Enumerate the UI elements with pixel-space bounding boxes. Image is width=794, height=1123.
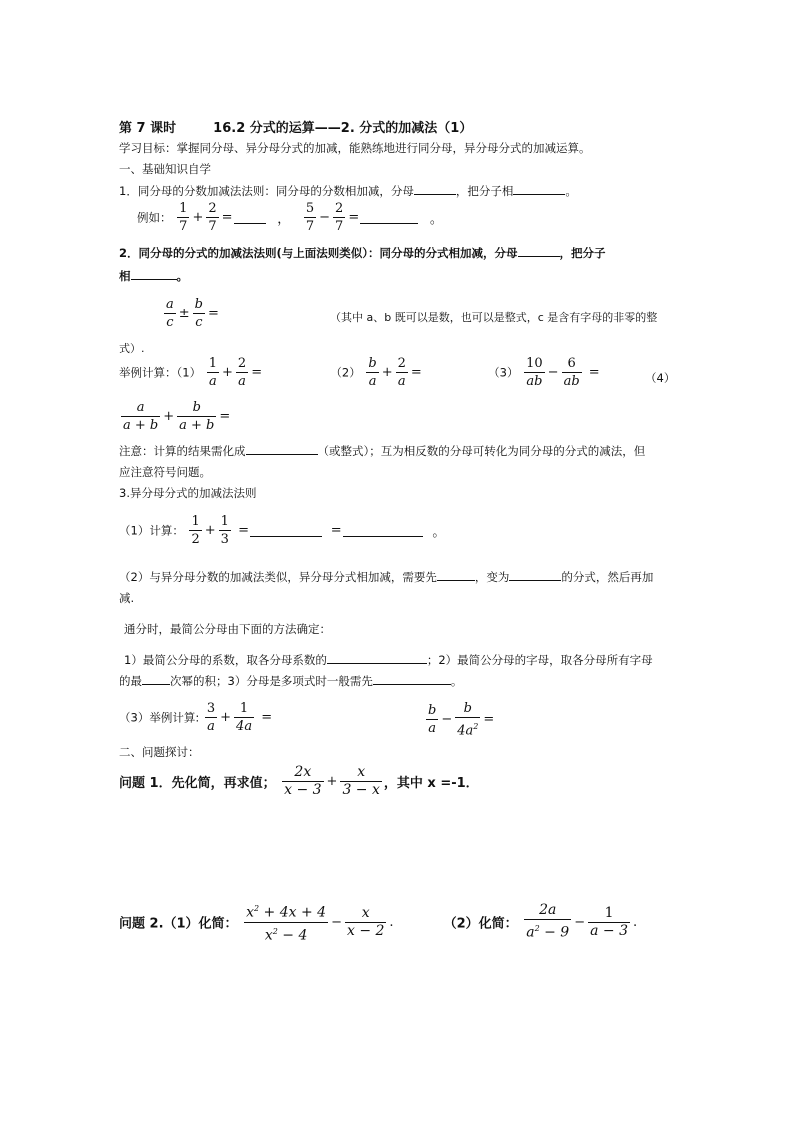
fraction: $\frac{1}{a - 3}$ xyxy=(590,904,628,939)
fraction: $\frac{x}{x - 2}$ xyxy=(346,904,385,939)
fraction: $\frac{a}{a + b}$ xyxy=(123,400,159,433)
blank[interactable] xyxy=(509,569,561,581)
blank[interactable] xyxy=(513,183,565,195)
rule-1: 1．同分母的分数加减法法则：同分母的分数相加减，分母 ，把分子相 。 xyxy=(119,184,577,198)
fraction: $\frac{1}{7}$ xyxy=(179,201,188,234)
q3-calc: （3）举例计算: $\frac{3}{a}$ + $\frac{1}{4a}$ = xyxy=(119,701,273,734)
problem-1: 问题 1．先化简，再求值； $\frac{2x}{x - 3}$ + $\frac{x}{3 - x}$ ，其中 x =-1． xyxy=(119,764,479,798)
blank[interactable] xyxy=(414,183,456,195)
blank[interactable] xyxy=(142,673,170,685)
calc-examples: 举例计算：（1） $\frac{1}{a}$ + $\frac{2}{a}$ = （2） $\frac{b}{a}$ + $\frac{2}{a}$ = （3） $\frac{10}{ab}$ − $\frac{6}{ab}$ = xyxy=(119,356,600,389)
tongfen-intro: 通分时，最简公分母由下面的方法确定： xyxy=(124,622,331,636)
learning-goal: 学习目标：掌握同分母、异分母分式的加减，能熟练地进行同分母，异分母分式的加减运算。 xyxy=(119,141,591,155)
blank[interactable] xyxy=(373,673,451,685)
fraction: $\frac{2}{a}$ xyxy=(237,356,247,389)
blank[interactable] xyxy=(360,212,418,224)
example-line: 例如： $\frac{1}{7}$ + $\frac{2}{7}$ = ， $\frac{5}{7}$ − $\frac{2}{7}$ = 。 xyxy=(137,201,443,234)
fraction: $\frac{b}{a}$ xyxy=(428,703,437,737)
section-1-title: 一、基础知识自学 xyxy=(119,162,211,176)
q2-line-cont: 减. xyxy=(119,591,135,605)
problem-2: 问题 2.（1）化简： $\frac{x^2 + 4x + 4}{x^2 - 4}$ − $\frac{x}{x - 2}$ . （2）化简： $\frac{2a}{a^2 - 9}$ − $\frac{1}{a - 3}$ . xyxy=(119,902,638,944)
rule-lcd-1: 1）最简公分母的系数，取各分母系数的 ；2）最简公分母的字母，取各分母所有字母 xyxy=(124,653,653,667)
fraction: $\frac{2}{7}$ xyxy=(335,201,344,234)
q1-calc: （1）计算： $\frac{1}{2}$ + $\frac{1}{3}$ = = 。 xyxy=(119,514,446,547)
fraction: $\frac{1}{2}$ xyxy=(191,514,200,547)
blank[interactable] xyxy=(343,525,423,537)
section-3-title: 3.异分母分式的加减法法则 xyxy=(119,486,257,500)
fraction: $\frac{10}{ab}$ xyxy=(526,356,543,389)
calc-4-expr: $\frac{a}{a + b}$ + $\frac{b}{a + b}$ = xyxy=(123,400,231,433)
blank[interactable] xyxy=(250,525,322,537)
blank[interactable] xyxy=(518,245,560,257)
fraction: $\frac{1}{4a}$ xyxy=(236,701,253,734)
fraction: $\frac{2x}{x - 3}$ xyxy=(284,764,322,798)
fraction: $\frac{1}{a}$ xyxy=(208,356,218,389)
calc-4-label: （4） xyxy=(645,371,676,385)
fraction: $\frac{6}{ab}$ xyxy=(563,356,580,389)
fraction: $\frac{2}{a}$ xyxy=(397,356,406,389)
blank[interactable] xyxy=(437,569,475,581)
fraction: $\frac{b}{a + b}$ xyxy=(179,400,215,433)
fraction: $\frac{3}{a}$ xyxy=(206,701,216,734)
q2-line: （2）与异分母分数的加减法类似，异分母分式相加减，需要先 ，变为 的分式，然后再加 xyxy=(119,570,654,584)
fraction: $\frac{b}{a}$ xyxy=(368,356,377,389)
general-formula: $\frac{a}{c}$ ± $\frac{b}{c}$ = xyxy=(166,297,219,330)
fraction: $\frac{x^2 + 4x + 4}{x^2 - 4}$ xyxy=(244,901,328,943)
blank[interactable] xyxy=(327,652,427,664)
lesson-number: 第 7 课时 xyxy=(119,121,177,136)
fraction: $\frac{x}{3 - x}$ xyxy=(342,764,380,798)
q3-calc-2: $\frac{b}{a}$ − $\frac{b}{4a^2}$ = xyxy=(428,701,495,739)
formula-note-cont: 式）. xyxy=(119,342,145,355)
blank[interactable] xyxy=(246,443,318,455)
rule-2: 2．同分母的分式的加减法法则(与上面法则类似）：同分母的分式相加减，分母 ，把分子 xyxy=(119,246,606,260)
fraction: $\frac{2}{7}$ xyxy=(208,201,217,234)
fraction: $\frac{b}{c}$ xyxy=(194,297,203,330)
formula-note: （其中 a、b 既可以是数，也可以是整式，c 是含有字母的非零的整 xyxy=(330,311,658,324)
blank[interactable] xyxy=(234,212,266,224)
fraction: $\frac{5}{7}$ xyxy=(305,201,315,234)
note-line-cont: 应注意符号问题。 xyxy=(119,465,211,479)
page-title xyxy=(119,117,472,136)
fraction: $\frac{1}{3}$ xyxy=(220,514,229,547)
fraction: $\frac{b}{4a^2}$ xyxy=(457,701,479,739)
rule-lcd-2: 的最 次幂的积；3）分母是多项式时一般需先 。 xyxy=(119,674,463,688)
lesson-topic: 16.2 分式的运算——2. 分式的加减法（1） xyxy=(213,121,473,136)
fraction: $\frac{a}{c}$ xyxy=(166,297,174,330)
note-line: 注意：计算的结果需化成 （或整式）；互为相反数的分母可转化为同分母的分式的减法，但 xyxy=(119,444,646,458)
rule-2-cont: 相 。 xyxy=(119,269,188,283)
section-2-title: 二、问题探讨： xyxy=(119,745,200,759)
blank[interactable] xyxy=(131,268,177,280)
fraction: $\frac{2a}{a^2 - 9}$ xyxy=(526,902,570,941)
